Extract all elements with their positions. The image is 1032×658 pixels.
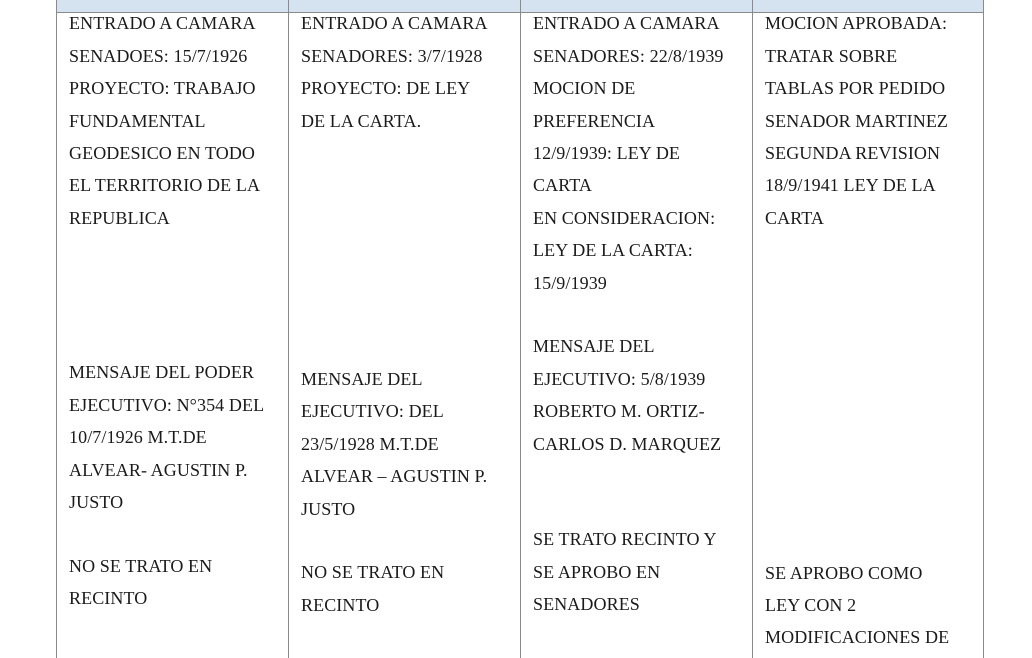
- cell-line: MENSAJE DEL: [301, 369, 423, 389]
- cell-line: ENTRADO A CAMARA: [533, 13, 720, 33]
- cell-line: PROYECTO: TRABAJO: [69, 78, 256, 98]
- cell-line: EN CONSIDERACION:: [533, 208, 716, 228]
- cell-line: 15/9/1939: [533, 273, 607, 293]
- cell-line: MOCION APROBADA:: [765, 13, 948, 33]
- cell-line: CARTA: [765, 208, 824, 228]
- cell-line: TABLAS POR PEDIDO: [765, 78, 946, 98]
- cell-line: ROBERTO M. ORTIZ-: [533, 401, 705, 421]
- cell-line: RECINTO: [301, 595, 380, 615]
- cell-line: ENTRADO A CAMARA: [301, 13, 488, 33]
- cell-line: MODIFICACIONES DE: [765, 627, 950, 647]
- cell-line: NO SE TRATO EN: [69, 556, 213, 576]
- cell-line: SENADORES: [533, 594, 640, 614]
- cell-line: TRATAR SOBRE: [765, 46, 898, 66]
- cell-line: JUSTO: [69, 492, 124, 512]
- cell-line: 23/5/1928 M.T.DE: [301, 434, 439, 454]
- cell-line: PREFERENCIA: [533, 111, 656, 131]
- cell-line: SE TRATO RECINTO Y: [533, 529, 717, 549]
- cell-line: SENADORES: 3/7/1928: [301, 46, 483, 66]
- cell-line: CARTA: [533, 175, 592, 195]
- cell-line: 10/7/1926 M.T.DE: [69, 427, 207, 447]
- cell-line: SEGUNDA REVISION: [765, 143, 941, 163]
- cell-line: SE APROBO EN: [533, 562, 661, 582]
- cell-line: SENADOES: 15/7/1926: [69, 46, 248, 66]
- cell-line: MOCION DE: [533, 78, 636, 98]
- cell-line: MENSAJE DEL PODER: [69, 362, 255, 382]
- cell-line: JUSTO: [301, 499, 356, 519]
- cell-line: ALVEAR- AGUSTIN P.: [69, 460, 248, 480]
- cell-line: SENADOR MARTINEZ: [765, 111, 949, 131]
- cell-line: RECINTO: [69, 588, 148, 608]
- cell-line: GEODESICO EN TODO: [69, 143, 256, 163]
- cell-line: LEY CON 2: [765, 595, 857, 615]
- cell-line: ENTRADO A CAMARA: [69, 13, 256, 33]
- cell-line: MENSAJE DEL: [533, 336, 655, 356]
- table-column-2: [288, 0, 520, 658]
- cell-line: LEY DE LA CARTA:: [533, 240, 693, 260]
- cell-line: EJECUTIVO: N°354 DEL: [69, 395, 265, 415]
- cell-line: 18/9/1941 LEY DE LA: [765, 175, 936, 195]
- cell-line: NO SE TRATO EN: [301, 562, 445, 582]
- cell-line: 12/9/1939: LEY DE: [533, 143, 681, 163]
- cell-line: REPUBLICA: [69, 208, 170, 228]
- table-column-3: [520, 0, 752, 658]
- cell-line: DE LA CARTA.: [301, 111, 422, 131]
- cell-line: CARLOS D. MARQUEZ: [533, 434, 722, 454]
- cell-line: EJECUTIVO: 5/8/1939: [533, 369, 706, 389]
- cell-line: PROYECTO: DE LEY: [301, 78, 471, 98]
- cell-line: SE APROBO COMO: [765, 563, 923, 583]
- cell-line: EJECUTIVO: DEL: [301, 401, 444, 421]
- table-column-1: [56, 0, 288, 658]
- cell-line: ALVEAR – AGUSTIN P.: [301, 466, 488, 486]
- legislative-table: [56, 0, 984, 658]
- cell-line: EL TERRITORIO DE LA: [69, 175, 261, 195]
- table-column-4: [752, 0, 984, 658]
- cell-line: SENADORES: 22/8/1939: [533, 46, 724, 66]
- cell-line: FUNDAMENTAL: [69, 111, 206, 131]
